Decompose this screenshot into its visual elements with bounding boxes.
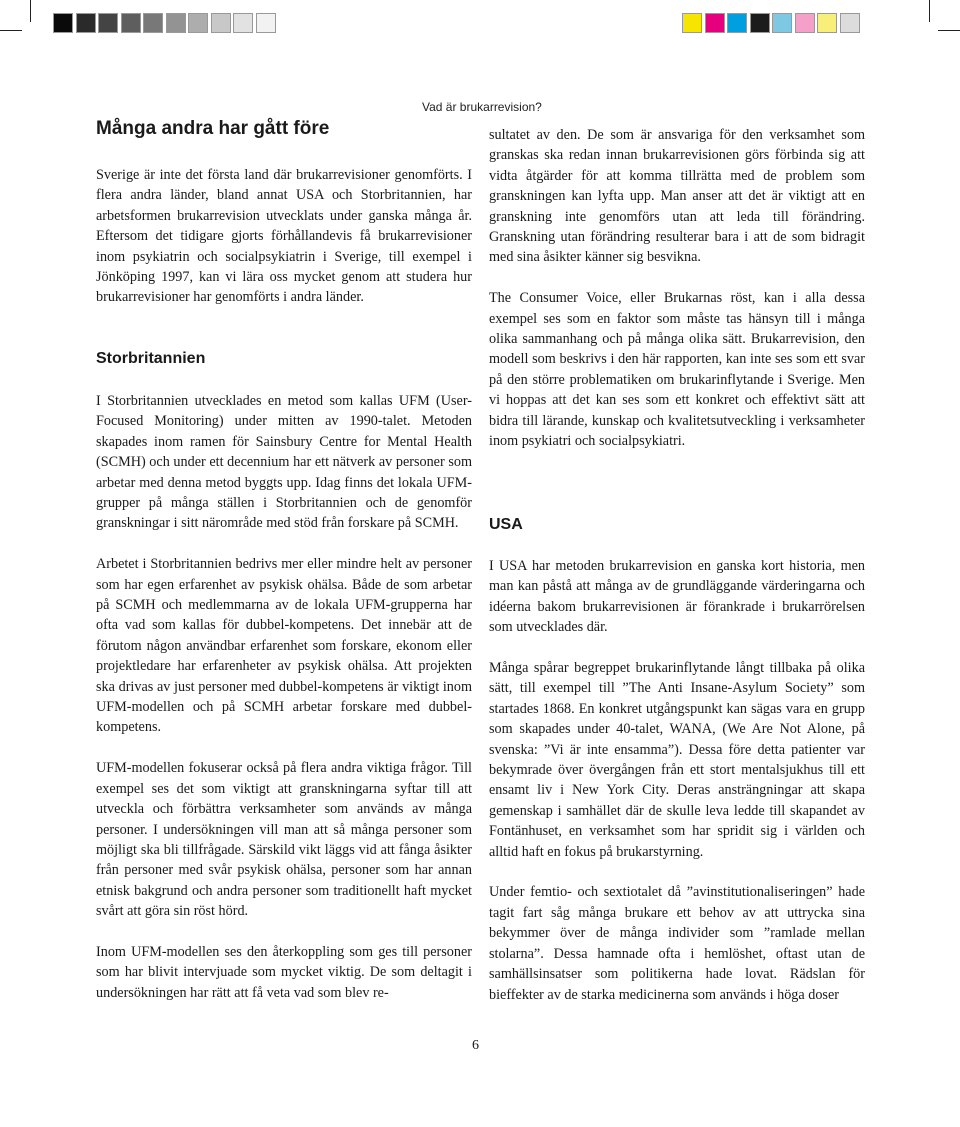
crop-mark-top-right bbox=[929, 0, 930, 22]
color-swatch bbox=[840, 13, 860, 33]
paragraph: UFM-modellen fokuserar också på flera andra viktiga frågor. Till exempel ses det som viktigt att granskningarna syftar till att utveckla och förbättra verksamheter som används av många personer. I undersökningen vill man att så många personer som möjligt ska bli tillfrågade. Särskild vikt läggs vid att fånga åsikter från personer med svår psykisk ohälsa, personer som har annan etnisk bakgrund och andra personer som traditionellt haft mycket svårt att göra sin röst hörd. bbox=[96, 760, 472, 920]
paragraph: I Storbritannien utvecklades en metod som kallas UFM (User-Focused Monitoring) under mitten av 1990-talet. Metoden skapades inom ramen för Sainsbury Centre for Mental Health (SCMH) och under ett decennium har ett nätverk av personer som arbetar med denna metod byggts upp. Idag finns det lokala UFM-grupper på många ställen i Storbritannien och de genomför granskningar i sitt närområde med stöd från forskare på SCMH. bbox=[96, 393, 472, 532]
gray-swatch bbox=[166, 13, 186, 33]
subheading-storbritannien: Storbritannien bbox=[96, 350, 206, 367]
paragraph: Inom UFM-modellen ses den återkoppling som ges till personer som har blivit intervjuade som mycket viktig. De som deltagit i undersökningen har rätt att få veta vad som blev re- bbox=[96, 943, 472, 1001]
gray-swatch bbox=[76, 13, 96, 33]
gray-swatch bbox=[143, 13, 163, 33]
gray-swatch bbox=[233, 13, 253, 33]
color-swatch bbox=[682, 13, 702, 33]
crop-mark-top-left bbox=[30, 0, 31, 22]
color-swatch bbox=[772, 13, 792, 33]
gray-swatch bbox=[256, 13, 276, 33]
gray-swatch bbox=[53, 13, 73, 33]
gray-swatch bbox=[188, 13, 208, 33]
section-heading: Många andra har gått före bbox=[96, 118, 330, 139]
color-swatch bbox=[705, 13, 725, 33]
paragraph: Sverige är inte det första land där brukarrevisioner genomförts. I flera andra länder, bland annat USA och Storbritannien, har arbetsformen brukarrevision utvecklats under ganska många år. Eftersom det tidigare gjorts förhållandevis få brukarrevisioner inom psykiatrin och socialpsykiatrin i Sverige, till exempel i Jönköping 1997, kan vi lära oss mycket genom att studera hur brukarrevisioner har genomförts i andra länder. bbox=[96, 167, 472, 306]
color-swatch bbox=[817, 13, 837, 33]
subheading-usa: USA bbox=[489, 516, 523, 533]
page-number: 6 bbox=[472, 1038, 479, 1053]
paragraph: Arbetet i Storbritannien bedrivs mer eller mindre helt av personer som har egen erfarenhet av psykisk ohälsa. Både de som arbetar på SCMH och medlemmarna av de lokala UFM-grupperna har ofta vad som kallas för dubbel-kompetens. Det innebär att de förutom någon användbar erfarenhet som forskare, ekonom eller projektledare har erfarenheter av psykisk ohälsa. Att projekten ska drivas av just personer med dubbel-kompetens är viktigt inom UFM-modellen och på SCMH arbetar forskare med dubbel-kompetens. bbox=[96, 556, 472, 736]
color-swatch bbox=[750, 13, 770, 33]
crop-mark-top-left-h bbox=[0, 30, 22, 31]
paragraph: sultatet av den. De som är ansvariga för den verksamhet som granskas ska redan innan brukarrevisionen görs förbinda sig att vidta åtgärder för att komma tillrätta med de problem som granskningen kan lyfta upp. Man anser att det är viktigt att en granskning inte genomförs utan att leda till förändring. Granskning utan förändring resulterar bara i att de som bidragit med sina åsikter känner sig besvikna. bbox=[489, 127, 865, 266]
color-swatch bbox=[727, 13, 747, 33]
running-head: Vad är brukarrevision? bbox=[422, 100, 542, 114]
paragraph: The Consumer Voice, eller Brukarnas röst, kan i alla dessa exempel ses som en faktor som måste tas hänsyn till i många olika sammanhang och på många olika sätt. Brukarrevision, den modell som beskrivs i den här rapporten, kan inte ses som ett svar på den större problematiken om brukarinflytande i Sverige. Men vi hoppas att det kan ses som ett konkret och effektivt sätt att bidra till lärande, kunskap och kvalitetsutveckling i verksamheter inom psykiatri och socialpsykiatri. bbox=[489, 290, 865, 450]
gray-swatch bbox=[121, 13, 141, 33]
crop-mark-top-right-h bbox=[938, 30, 960, 31]
paragraph: Under femtio- och sextiotalet då ”avinstitutionaliseringen” hade tagit fart såg många brukare ett behov av att uttrycka sina bekymmer över de många individer som ”ramlade mellan stolarna”. Dessa hamnade ofta i hemlöshet, oftast utan de samhällsinsatser som politikerna hade lovat. Rädslan för bieffekter av de starka medicinerna som används i höga doser bbox=[489, 884, 865, 1003]
paragraph: Många spårar begreppet brukarinflytande långt tillbaka på olika sätt, till exempel till ”The Anti Insane-Asylum Society” som startades 1868. En konkret utgångspunkt kan sägas vara en grupp som skapades under 40-talet, WANA, (We Are Not Alone, på svenska: ”Vi är inte ensamma”). Dessa före detta patienter var bekymrade över övergången från ett stort mentalsjukhus till ett ensamt liv i New York City. Deras ansträngningar att skapa gemenskap i samhället där de skulle leva ledde till skapandet av Fontänhuset, en verksamhet som har spridit sig i världen och alltid haft en fokus på brukarstyrning. bbox=[489, 660, 865, 860]
color-swatch bbox=[795, 13, 815, 33]
gray-swatch bbox=[98, 13, 118, 33]
paragraph: I USA har metoden brukarrevision en ganska kort historia, men man kan påstå att många av de grundläggande värderingarna och idéerna bakom brukarrevisionen är förankrade i brukarrörelsen som utvecklades där. bbox=[489, 558, 865, 636]
gray-swatch bbox=[211, 13, 231, 33]
